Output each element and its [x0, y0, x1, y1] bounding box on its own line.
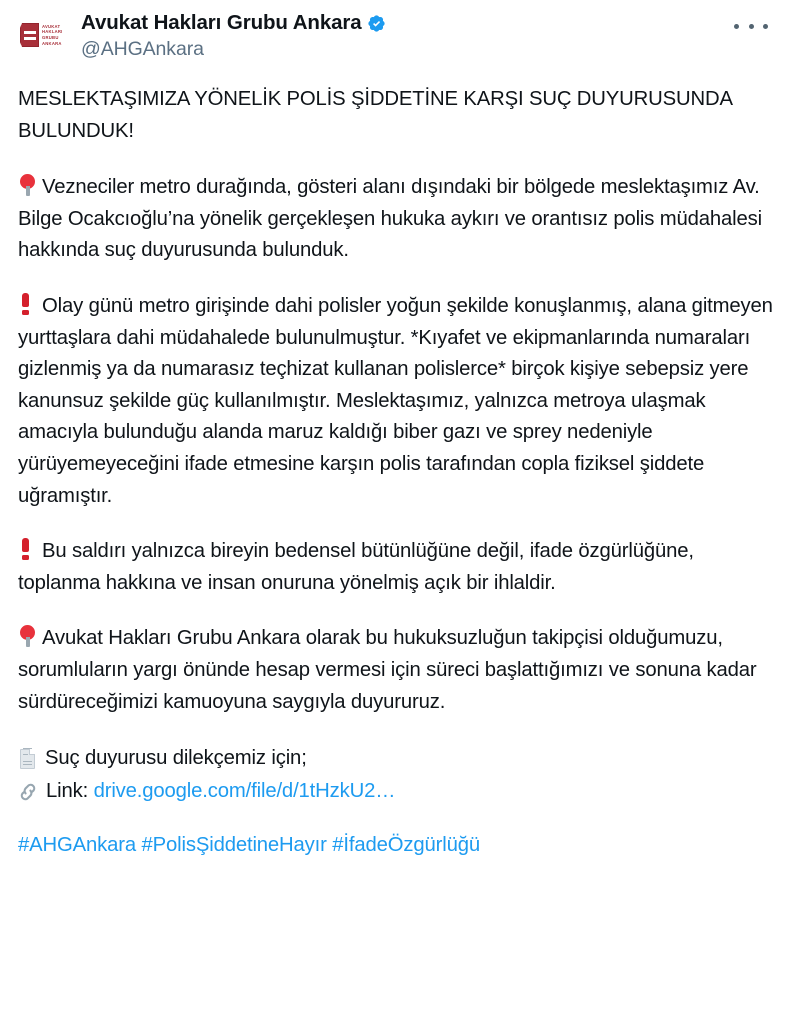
- document-note-row: [18, 742, 774, 775]
- avatar-logo-bar: [24, 37, 36, 40]
- verified-badge-icon: [367, 14, 386, 33]
- page-facing-up-icon: [18, 748, 37, 770]
- link-row: [18, 775, 774, 808]
- avatar-logo-text: [42, 24, 63, 46]
- link-label: Link:: [46, 780, 89, 803]
- post-paragraph: [18, 623, 774, 718]
- hashtag-link[interactable]: #PolisŞiddetineHayır: [141, 834, 327, 857]
- post-paragraph: [18, 291, 774, 512]
- post-paragraph-text: Avukat Hakları Grubu Ankara olarak bu hukuksuzluğun takipçisi olduğumuzu, sorumluların yargı önünde hesap vermesi için süreci başlattığımızı ve sonuna kadar sürdüreceğimizi kamuoyuna saygıyla duyururuz.: [18, 627, 757, 713]
- avatar-logo-line: AVUKAT: [42, 23, 61, 29]
- heavy-exclamation-icon: [20, 538, 33, 560]
- avatar-logo-line: HAKLARI: [42, 29, 63, 35]
- more-options-icon[interactable]: [734, 16, 768, 36]
- post-paragraph-text: Olay günü metro girişinde dahi polisler yoğun şekilde konuşlanmış, alana gitmeyen yurttaşlara dahi müdahalede bulunulmuştur. *Kıyafet ve ekipmanlarında numaraları gizlenmiş ya da numarasız teçhizat kullanan polislerce* birçok kişiye sebepsiz yere kanunsuz şekilde güç kullanılmıştır. Meslektaşımız, yalnızca metroya ulaşmak amacıyla bulunduğu alanda maruz kaldığı biber gazı ve sprey nedeniyle yürüyemeyeceğini ifade etmesine karşın polis tarafından copla fiziksel şiddete uğramıştır.: [18, 294, 773, 507]
- hashtag-link[interactable]: #AHGAnkara: [18, 834, 136, 857]
- more-dot: [763, 24, 768, 29]
- avatar-logo: [20, 20, 66, 50]
- tweet-header: [16, 8, 774, 64]
- account-identity: [81, 8, 386, 62]
- avatar-logo-bar: [24, 31, 36, 34]
- round-pushpin-icon: [18, 174, 37, 196]
- document-note-text: Suç duyurusu dilekçemiz için;: [45, 747, 307, 770]
- account-handle[interactable]: @AHGAnkara: [81, 38, 204, 60]
- avatar[interactable]: [19, 11, 67, 59]
- avatar-logo-line: GRUBU: [42, 35, 59, 40]
- round-pushpin-icon: [18, 625, 37, 647]
- account-name-row: [81, 10, 386, 36]
- tweet-body: [16, 84, 774, 861]
- hashtag-row: [18, 830, 774, 861]
- display-name[interactable]: Avukat Hakları Grubu Ankara: [81, 11, 362, 34]
- post-paragraph-text: Bu saldırı yalnızca bireyin bedensel bütünlüğüne değil, ifade özgürlüğüne, toplanma hakkına ve insan onuruna yönelmiş açık bir ihlaldir.: [18, 540, 694, 594]
- more-dot: [749, 24, 754, 29]
- avatar-logo-mark: [20, 23, 39, 47]
- more-dot: [734, 24, 739, 29]
- post-paragraph-text: Vezneciler metro durağında, gösteri alanı dışındaki bir bölgede meslektaşımız Av. Bilge Ocakcıoğlu’na yönelik gerçekleşen hukuka aykırı ve orantısız polis müdahalesi hakkında suç duyurusunda bulunduk.: [18, 176, 762, 262]
- hashtag-link[interactable]: #İfadeÖzgürlüğü: [332, 834, 480, 857]
- post-paragraph: [18, 172, 774, 267]
- avatar-logo-line: ANKARA: [42, 40, 62, 46]
- post-paragraph: [18, 536, 774, 599]
- link-chain-icon: [18, 781, 38, 803]
- heavy-exclamation-icon: [20, 293, 33, 315]
- attachment-group: [18, 742, 774, 808]
- attachment-link[interactable]: drive.google.com/file/d/1tHzkU2…: [93, 780, 396, 803]
- post-heading: MESLEKTAŞIMIZA YÖNELİK POLİS ŞİDDETİNE KARŞI SUÇ DUYURUSUNDA BULUNDUK!: [18, 88, 732, 142]
